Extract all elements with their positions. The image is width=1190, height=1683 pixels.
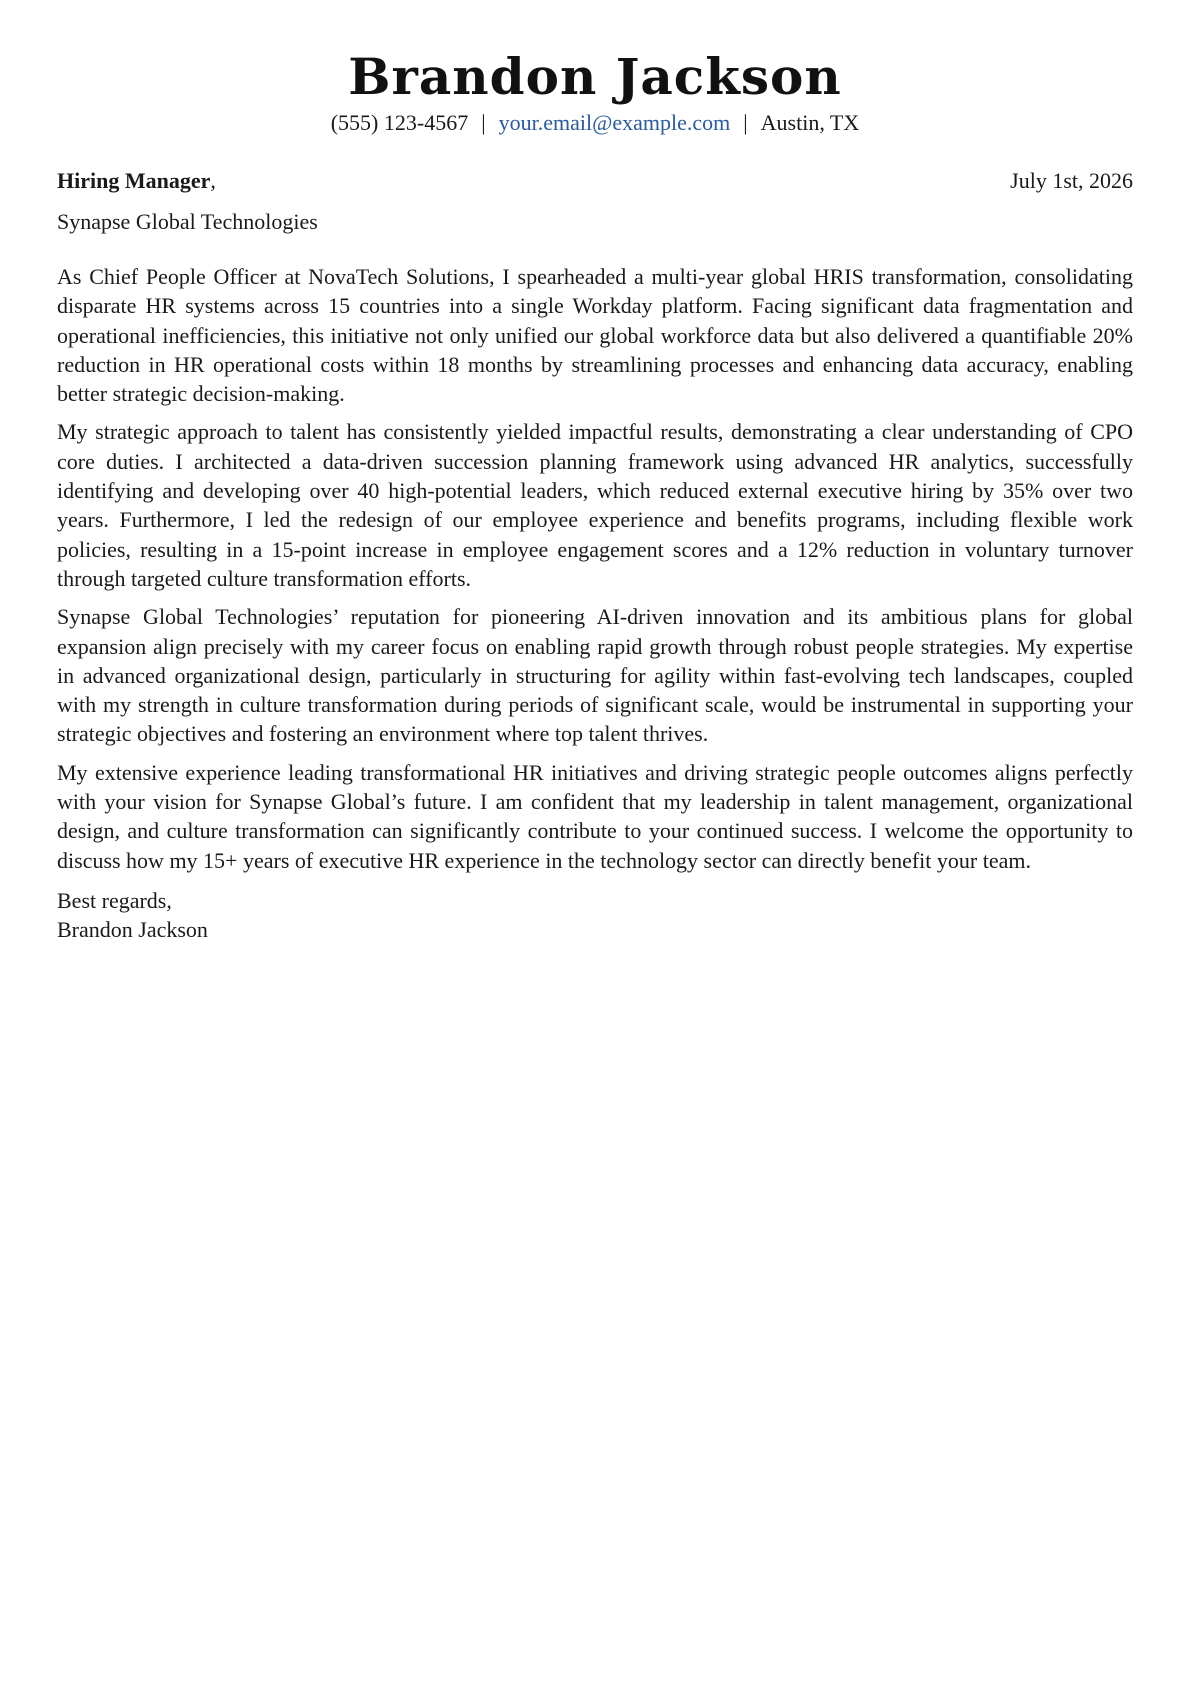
recipient-greeting (57, 166, 216, 196)
letter-date: July 1st, 2026 (1010, 168, 1133, 193)
body-paragraph: Synapse Global Technologies’ reputation for pioneering AI-driven innovation and its ambitious plans for global expansion align precisely with my career focus on enabling rapid growth through robust people strategies. My expertise in advanced organizational design, particularly in structuring for agility within fast-evolving tech landscapes, coupled with my strength in culture transformation during periods of significant scale, would be instrumental in supporting your strategic objectives and fostering an environment where top talent thrives. (57, 604, 1133, 747)
closing-salutation: Best regards, (57, 887, 172, 913)
separator: | (743, 110, 748, 135)
recipient-row (57, 166, 1133, 196)
body-paragraph: My extensive experience leading transformational HR initiatives and driving strategic people outcomes aligns perfectly with your vision for Synapse Global’s future. I am confident that my leadership in talent management, organizational design, and culture transformation can significantly contribute to your continued success. I welcome the opportunity to discuss how my 15+ years of executive HR experience in the technology sector can directly benefit your team. (57, 759, 1133, 873)
contact-line (57, 108, 1133, 138)
email-link[interactable]: your.email@example.com (498, 110, 731, 135)
applicant-name: Brandon Jackson (348, 47, 842, 106)
body-paragraph: As Chief People Officer at NovaTech Solutions, I spearheaded a multi-year global HRIS transformation, consolidating disparate HR systems across 15 countries into a single Workday platform. Facing significant data fragmentation and operational inefficiencies, this initiative not only unified our global workforce data but also delivered a quantifiable 20% reduction in HR operational costs within 18 months by streamlining processes and enhancing data accuracy, enabling better strategic decision-making. (57, 264, 1133, 407)
letter-body (57, 262, 1133, 875)
letter-closing (57, 886, 1133, 944)
body-paragraph: My strategic approach to talent has consistently yielded impactful results, demonstrating a clear understanding of CPO core duties. I architected a data-driven succession planning framework using advanced HR analytics, successfully identifying and developing over 40 high-potential leaders, which reduced external executive hiring by 35% over two years. Furthermore, I led the redesign of our employee experience and benefits programs, including flexible work policies, resulting in a 15-point increase in employee engagement scores and a 12% reduction in voluntary turnover through targeted culture transformation efforts. (57, 419, 1133, 591)
closing-signature: Brandon Jackson (57, 916, 208, 942)
phone-number: (555) 123-4567 (330, 110, 469, 135)
recipient-company: Synapse Global Technologies (57, 209, 318, 234)
recipient-comma: , (210, 168, 216, 193)
separator: | (481, 110, 486, 135)
recipient-title: Hiring Manager (57, 168, 211, 193)
location: Austin, TX (760, 110, 860, 135)
